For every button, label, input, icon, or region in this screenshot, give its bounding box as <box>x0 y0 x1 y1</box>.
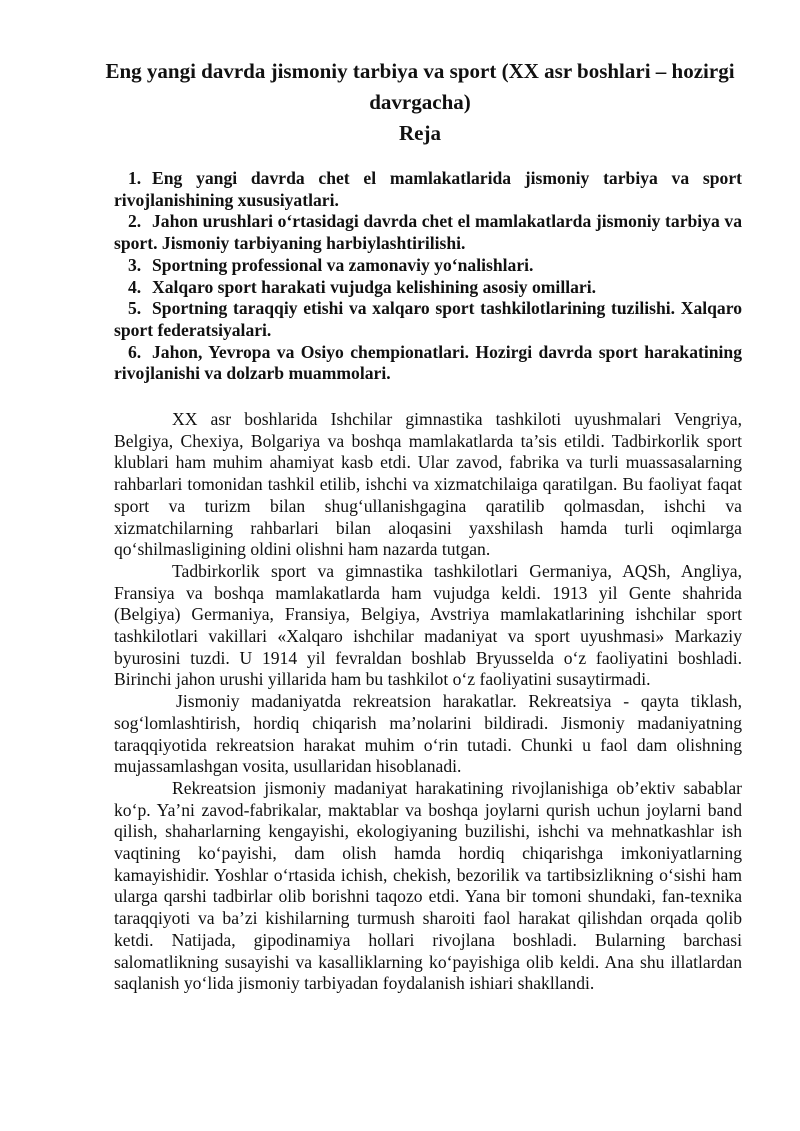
plan-item-text: Sportning taraqqiy etishi va xalqaro sport tashkilotlarining tuzilishi. Xalqaro sport federatsiyalari. <box>114 298 742 340</box>
plan-item-text: Jahon, Yevropa va Osiyo chempionatlari. Hozirgi davrda sport harakatining rivojlanishi va dolzarb muammolari. <box>114 341 742 384</box>
title-subtitle: Reja <box>399 121 441 145</box>
body-paragraph: Tadbirkorlik sport va gimnastika tashkilotlari Germaniya, AQSh, Angliya, Fransiya va boshqa mamlakatlarda ham vujudga keldi. 1913 yil Gente shahrida (Belgiya) Germaniya, Fransiya, Belgiya, Avstriya mamlakatlarining ishchilar sport tashkilotlari vakillari «Xalqaro ishchilar madaniyat va sport uyushmasi» Markaziy byurosini tuzdi. U 1914 yil fevraldan boshlab Bryusselda o‘z faoliyatini boshladi. Birinchi jahon urushi yillarida ham bu tashkilot o‘z faoliyatini susaytirmadi. <box>114 560 742 690</box>
plan-item <box>114 342 742 385</box>
plan-item-text: Jahon urushlari o‘rtasidagi davrda chet el mamlakatlarda jismoniy tarbiya va sport. Jismoniy tarbiyaning harbiylashtirilishi. <box>114 211 742 254</box>
title-main: Eng yangi davrda jismoniy tarbiya va sport (XX asr boshlari – hozirgi davrgacha) <box>105 59 735 114</box>
plan-item <box>114 298 742 341</box>
plan-item-text: Eng yangi davrda chet el mamlakatlarida jismoniy tarbiya va sport rivojlanishining xususiyatlari. <box>114 168 742 210</box>
body-paragraph: XX asr boshlarida Ishchilar gimnastika tashkiloti uyushmalari Vengriya, Belgiya, Chexiya, Bolgariya va boshqa mamlakatlarda ta’sis etildi. Tadbirkorlik sport klublari ham muhim ahamiyat kasb etdi. Ular zavod, fabrika va turli muassasalarning rahbarlari tomonidan tashkil etilib, ishchi va xizmatchilaiga qaratilgan. Bu faoliyat faqat sport va turizm bilan shug‘ullanishgagina qaratilib qolmasdan, ishchi va xizmatchilarning rahbarlari bilan aloqasini yaxshilash hamda turli oqimlarga qo‘shilmasligining oldini olishni ham nazarda tutgan. <box>114 409 742 560</box>
document-title <box>90 56 750 149</box>
plan-item <box>114 211 742 254</box>
plan-item-number: 3. <box>128 254 142 275</box>
plan-item-text: Sportning professional va zamonaviy yo‘nalishlari. <box>152 254 534 275</box>
plan-list <box>114 168 742 385</box>
plan-item-number: 4. <box>128 276 142 297</box>
body-paragraph: Rekreatsion jismoniy madaniyat harakatining rivojlanishiga ob’ektiv sabablar ko‘p. Ya’ni zavod-fabrikalar, maktablar va boshqa joylarni qurish uchun joylarni band qilish, shaharlarning kengayishi, ekologiyaning buzilishi, ishchi va mehnatkashlar ish vaqtining ko‘payishi, dam olish hamda hordiq chiqarishga imkoniyatlarning kamayishidir. Yoshlar o‘rtasida ichish, chekish, bezorilik va tartibsizlikning o‘sishi ham ularga qarshi tadbirlar olib borishni taqozo etdi. Yana bir tomoni shundaki, fan-texnika taraqqiyoti va ba’zi kishilarning turmush sharoiti faol harakat qilishdan orqada qolib ketdi. Natijada, gipodinamiya hollari rivojlana boshladi. Bularning barchasi salomatlikning susayishi va kasalliklarning ko‘payishiga olib keldi. Ana shu illatlardan saqlanish yo‘lida jismoniy tarbiyadan foydalanish ishiari shakllandi. <box>114 777 742 994</box>
body-paragraph: Jismoniy madaniyatda rekreatsion harakatlar. Rekreatsiya - qayta tiklash, sog‘lomlashtirish, hordiq chiqarish ma’nolarini bildiradi. Jismoniy madaniyatning taraqqiyotida rekreatsion harakat muhim o‘rin tutadi. Chunki u faol dam olishning mujassamlashgan vosita, usullaridan hisoblanadi. <box>114 691 742 777</box>
plan-item <box>114 277 742 299</box>
plan-item <box>114 255 742 277</box>
plan-item-text: Xalqaro sport harakati vujudga kelishining asosiy omillari. <box>152 276 596 297</box>
plan-item-number: 5. <box>128 298 142 319</box>
plan-item <box>114 168 742 211</box>
plan-item-number: 6. <box>128 341 142 362</box>
document-body <box>114 409 742 995</box>
plan-item-number: 2. <box>128 211 142 232</box>
plan-item-number: 1. <box>128 168 142 188</box>
